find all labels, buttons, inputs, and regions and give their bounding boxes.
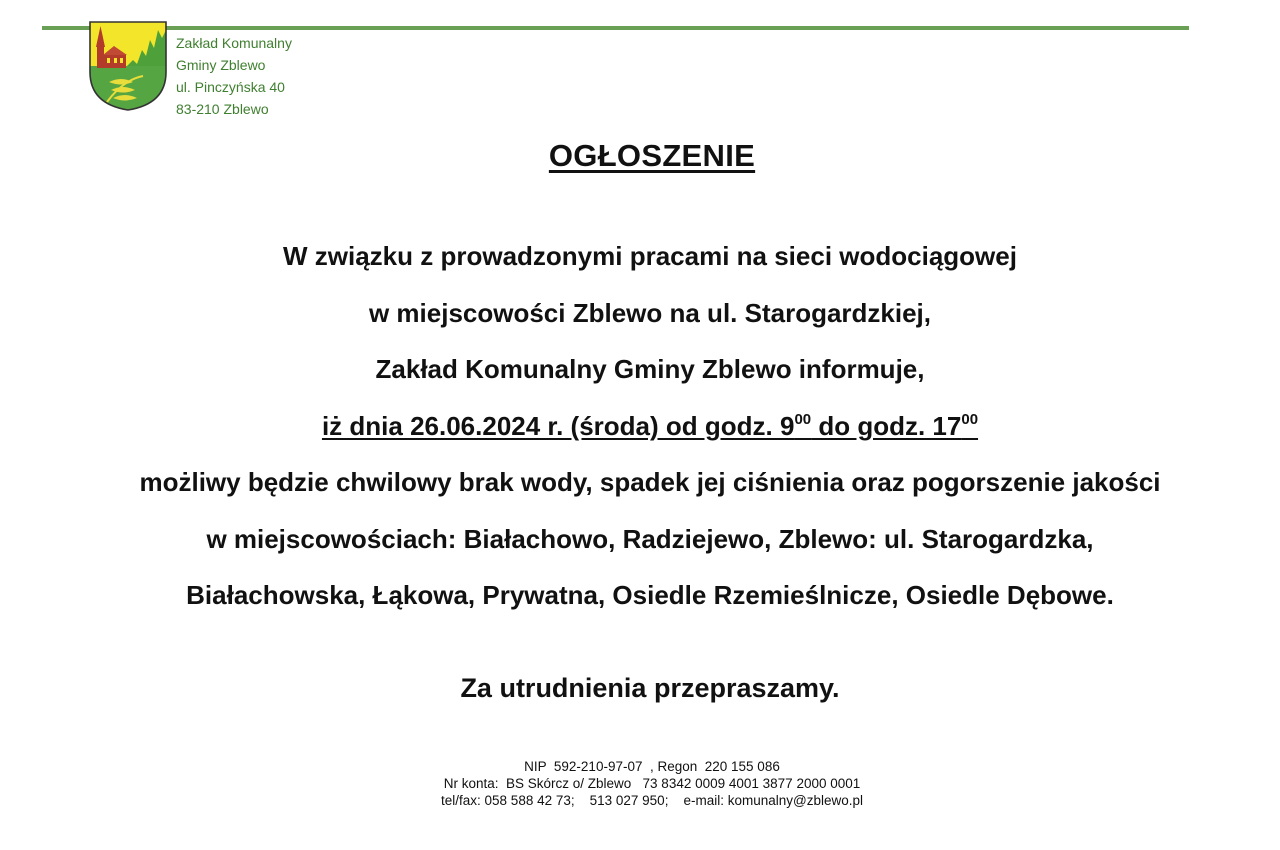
notice-date-time-line — [0, 398, 1280, 455]
company-name-line-2: Gminy Zblewo — [176, 57, 266, 73]
header-rule — [42, 26, 1189, 30]
notice-body — [0, 228, 1280, 624]
start-minutes-superscript: 00 — [794, 410, 812, 428]
notice-title: OGŁOSZENIE — [548, 138, 756, 173]
company-address-block — [176, 32, 292, 120]
notice-line-3: Zakład Komunalny Gminy Zblewo informuje, — [375, 354, 925, 384]
company-street: ul. Pinczyńska 40 — [176, 79, 285, 95]
notice-line-7: Białachowska, Łąkowa, Prywatna, Osiedle Rzemieślnicze, Osiedle Dębowe. — [186, 580, 1114, 610]
notice-line-1: W związku z prowadzonymi pracami na sieci wodociągowej — [283, 241, 1017, 271]
company-name-line-1: Zakład Komunalny — [176, 35, 292, 51]
footer-phone-email: tel/fax: 058 588 42 73; 513 027 950; e-mail: komunalny@zblewo.pl — [441, 793, 863, 808]
notice-line-2: w miejscowości Zblewo na ul. Starogardzkiej, — [368, 297, 932, 328]
footer-bank-account: Nr konta: BS Skórcz o/ Zblewo 73 8342 0009 4001 3877 2000 0001 — [443, 776, 861, 791]
apology-closing: Za utrudnienia przepraszamy. — [460, 673, 840, 703]
footer-contact-block — [0, 758, 1280, 809]
notice-line-6: w miejscowościach: Białachowo, Radziejewo, Zblewo: ul. Starogardzka, — [206, 523, 1094, 554]
company-postal-city: 83-210 Zblewo — [176, 101, 269, 117]
end-minutes-superscript: 00 — [961, 410, 979, 428]
footer-nip-regon: NIP 592-210-97-07 , Regon 220 155 086 — [524, 759, 780, 774]
date-line-middle: do godz. 17 — [811, 410, 962, 441]
coat-of-arms-logo — [87, 20, 169, 112]
date-line-prefix: iż dnia 26.06.2024 r. (środa) od godz. 9 — [321, 410, 795, 441]
notice-line-5: możliwy będzie chwilowy brak wody, spadek jej ciśnienia oraz pogorszenie jakości — [139, 467, 1161, 497]
